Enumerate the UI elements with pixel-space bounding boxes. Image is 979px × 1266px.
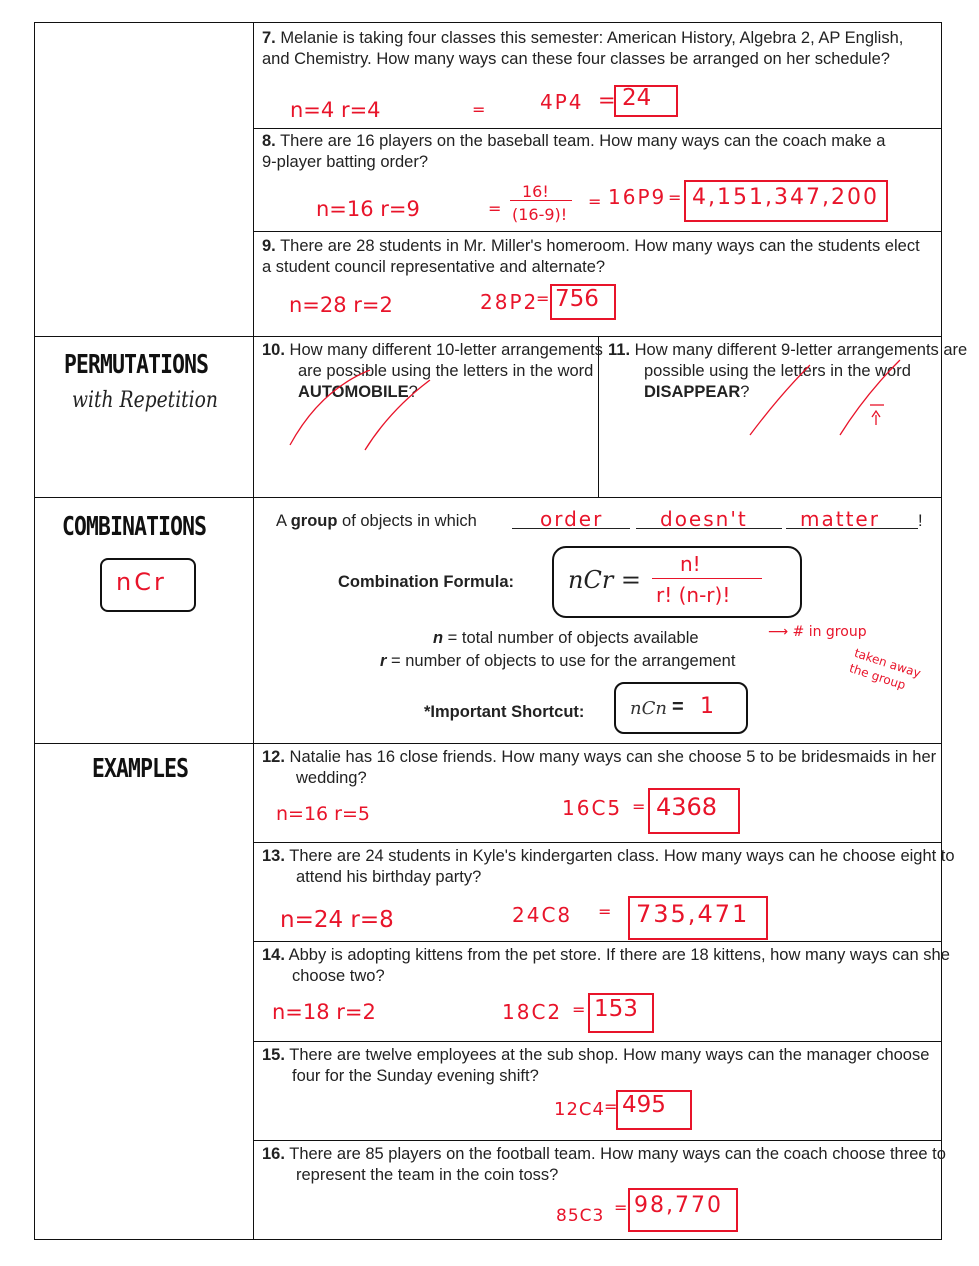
work-n-r: n=24 r=8 [280, 907, 394, 933]
formula-fraction-bar [652, 578, 762, 579]
formula-label: Combination Formula: [338, 573, 514, 591]
section-title-examples: EXAMPLES [92, 754, 189, 784]
word-disappear: DISAPPEAR [644, 383, 741, 401]
row-divider [253, 842, 942, 843]
section-divider [34, 497, 942, 498]
problem-15: 15. There are twelve employees at the sub shop. How many ways can the manager choose four for the Sunday evening shift? [262, 1046, 930, 1085]
equals-sign: = [668, 188, 682, 207]
table-top-border [34, 22, 942, 23]
blank-answer-order: order [540, 507, 604, 531]
problem-11: 11. How many different 9-letter arrangements are possible using the letters in the word DISAPPEAR? [608, 341, 968, 401]
section-divider [34, 336, 942, 337]
answer: 153 [594, 996, 638, 1022]
table-bottom-border [34, 1239, 942, 1240]
exclamation: ! [918, 512, 923, 530]
answer: 495 [622, 1092, 666, 1118]
combination-notation: 85C3 [556, 1206, 605, 1226]
word-automobile: AUTOMOBILE [298, 383, 409, 401]
answer: 98,770 [634, 1193, 723, 1218]
answer: 735,471 [636, 900, 750, 928]
section-title-permutations: PERMUTATIONS [64, 350, 209, 380]
work-n-r: n=28 r=2 [289, 293, 393, 317]
equals-sign: = [604, 1097, 618, 1116]
shortcut-eq: = [672, 696, 684, 718]
equals-sign: = [472, 100, 486, 119]
equals-sign: = [572, 1000, 586, 1019]
equals-sign: = [588, 192, 602, 211]
permutation-notation: 16P9 [608, 185, 667, 209]
shortcut-lhs: nCn [630, 698, 667, 719]
row-divider [253, 128, 942, 129]
row-divider [253, 941, 942, 942]
work-n-r: n=18 r=2 [272, 1000, 376, 1024]
combination-notation: 12C4 [554, 1099, 605, 1120]
equals-sign: = [598, 88, 616, 112]
n-note: ⟶ # in group [768, 624, 867, 640]
shortcut-value: 1 [700, 694, 714, 719]
strike-marks [700, 345, 930, 445]
answer: 4,151,347,200 [692, 185, 879, 210]
problem-14: 14. Abby is adopting kittens from the pet store. If there are 18 kittens, how many ways can she choose two? [262, 946, 950, 985]
equals-sign: = [488, 199, 502, 218]
formula-denominator: r! (n-r)! [656, 583, 731, 607]
problem-8: 8. There are 16 players on the baseball team. How many ways can the coach make a 9-player batting order? [262, 132, 886, 171]
fraction-denominator: (16-9)! [512, 205, 568, 224]
formula-lhs: nCr = [568, 566, 642, 594]
combination-notation: 18C2 [502, 1000, 563, 1024]
fraction-numerator: 16! [522, 182, 549, 201]
problem-9: 9. There are 28 students in Mr. Miller's homeroom. How many ways can the students elect a student council representative and alternate? [262, 237, 920, 276]
problem-12: 12. Natalie has 16 close friends. How many ways can she choose 5 to be bridesmaids in her wedding? [262, 748, 937, 787]
combination-notation: 24C8 [512, 903, 573, 927]
label-column-divider [253, 22, 254, 1240]
permutation-notation: 4P4 [540, 90, 584, 114]
work-n-r: n=16 r=9 [316, 197, 420, 221]
equals-sign: = [614, 1198, 628, 1217]
work-n-r: n=4 r=4 [290, 98, 381, 122]
blank-answer-doesnt: doesn't [660, 507, 748, 531]
ncr-notation: nCr [116, 568, 167, 596]
strike-marks [280, 350, 440, 460]
work-n-r: n=16 r=5 [276, 803, 370, 825]
row-divider [253, 1041, 942, 1042]
shortcut-label: *Important Shortcut: [424, 703, 585, 721]
section-divider [34, 743, 942, 744]
equals-sign: = [598, 902, 612, 921]
problem-7: 7. Melanie is taking four classes this semester: American History, Algebra 2, AP English, and Chemistry. How many ways can these four classes be arranged on her schedule? [262, 29, 904, 68]
r-note: taken away the group [847, 645, 923, 693]
r-definition: r = number of objects to use for the arrangement [380, 652, 736, 670]
combination-notation: 16C5 [562, 796, 623, 820]
answer: 4368 [656, 793, 718, 821]
combination-definition: A group of objects in which [276, 512, 477, 530]
problem-text: Melanie is taking four classes this semester: American History, Algebra 2, AP English, and Chemistry. How many ways can these four classes be arranged on her schedule? [262, 29, 904, 68]
n-definition: n = total number of objects available [433, 629, 699, 647]
problem-13: 13. There are 24 students in Kyle's kindergarten class. How many ways can he choose eight to attend his birthday party? [262, 847, 955, 886]
section-title-combinations: COMBINATIONS [62, 512, 207, 542]
formula-numerator: n! [680, 552, 701, 576]
permutation-notation: 28P2 [480, 290, 539, 314]
row-divider [253, 231, 942, 232]
answer: 756 [555, 286, 599, 312]
equals-sign: = [536, 289, 550, 308]
row-divider [253, 1140, 942, 1141]
blank-answer-matter: matter [800, 507, 880, 531]
equals-sign: = [632, 797, 646, 816]
table-left-border [34, 22, 35, 1240]
fraction-bar [510, 200, 572, 201]
section-subtitle-with-repetition: with Repetition [72, 388, 218, 413]
answer: 24 [622, 85, 652, 111]
problem-16: 16. There are 85 players on the football team. How many ways can the coach choose three to represent the team in the coin toss? [262, 1145, 946, 1184]
problem-10: 10. How many different 10-letter arrangements are possible using the letters in the word AUTOMOBILE? [262, 341, 603, 401]
